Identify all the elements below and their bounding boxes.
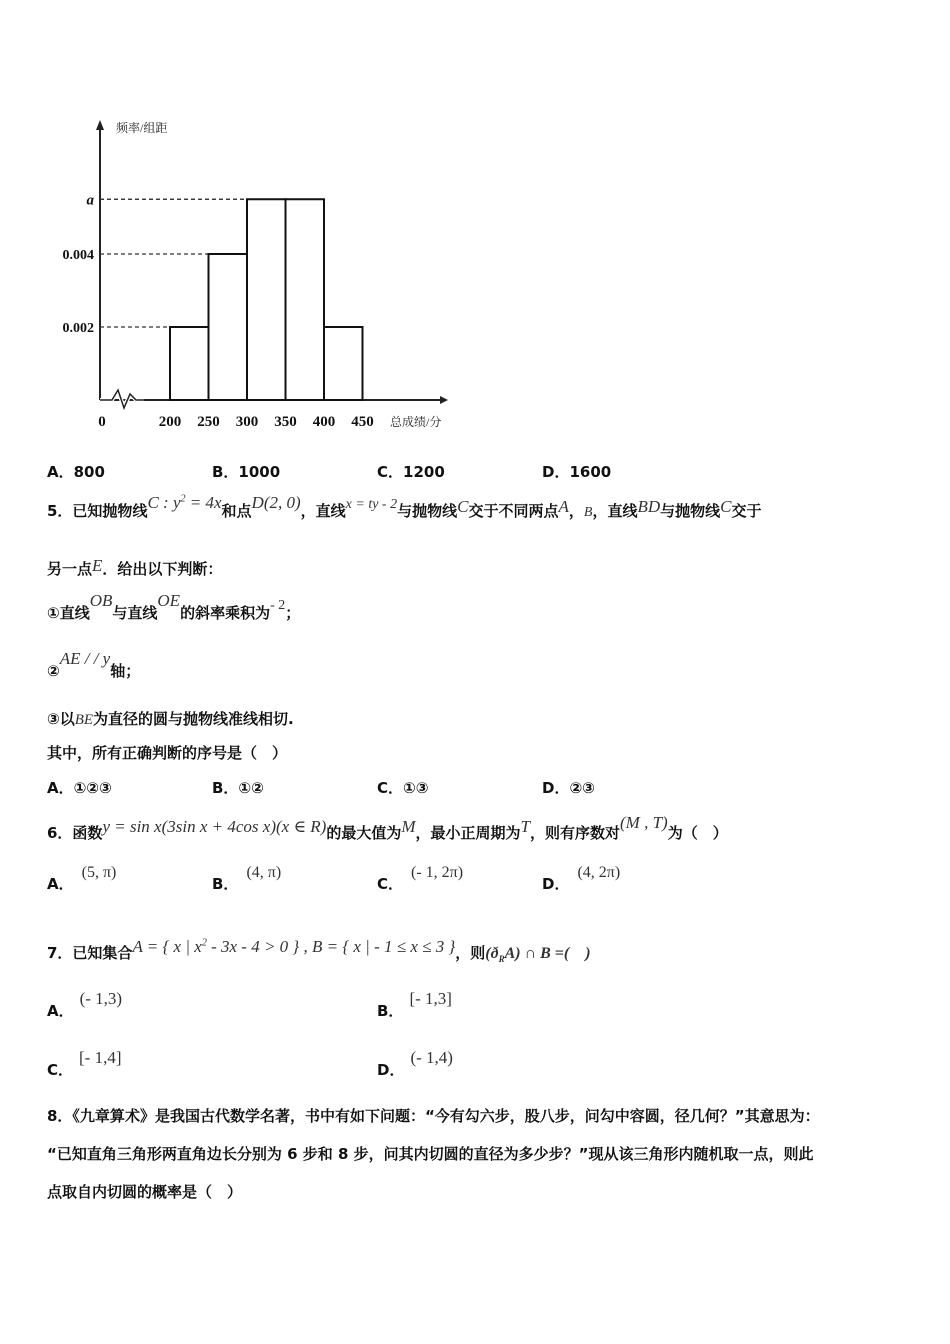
q5-prefix: 5．已知抛物线 [47,502,148,520]
x-tick-label: 250 [197,414,220,430]
q5-ask: 其中，所有正确判断的序号是（ ） [47,744,288,762]
q7-expression: $(ð_RA)$ ∩ B =( ) [485,945,591,965]
q5-var: OE [157,591,181,610]
q5-judgement-2: ②AE / / y轴； [47,649,141,680]
q4-option-d: D．1600 [542,463,612,481]
q7-option-c: C．[- 1,4] [47,1048,122,1079]
histogram-bar [170,327,209,400]
frequency-histogram [40,110,480,440]
y-axis-arrow [96,120,104,130]
y-axis-label: 频率/组距 [116,121,168,135]
q5-option-d: D．②③ [542,779,595,797]
q5-text: ， [568,502,584,520]
q8-line-3: 点取自内切圆的概率是（ ） [47,1183,243,1201]
x-tick-label: 400 [312,414,336,430]
q4-option-a: A．800 [47,463,105,481]
axis-break-mask [100,390,144,408]
q5-text: 与抛物线 [660,502,721,520]
q5-var: C [457,497,469,516]
q5-var: C [720,497,732,516]
q6-var: T [520,817,530,836]
q5-text: 交于 [731,502,762,520]
q8-line-1: 8．《九章算术》是我国古代数学名著，书中有如下问题：“今有勾六步，股八步，问勾中容圆，径几何？”其意思为： [47,1107,820,1125]
q5-var: AE / / y [59,649,111,668]
q8-line-2: “已知直角三角形两直角边长分别为 6 步和 8 步，问其内切圆的直径为多少步？”现从该三角形内随机取一点，则此 [47,1145,814,1163]
q6-pair: (M , T) [620,813,668,832]
q5-var: E [92,556,103,575]
q6-option-b: B．(4, π) [212,864,282,893]
q5-var: B [583,505,593,520]
q5-text: 与抛物线 [397,502,458,520]
q5-text: ，直线 [592,502,638,520]
q7-option-a: A．(- 1,3) [47,989,123,1020]
q5-point-d: D(2, 0) [251,493,301,512]
q5-stem-line2: 另一点E．给出以下判断： [47,556,223,578]
q5-line-eq: x = ty - 2 [345,497,398,512]
x-axis-arrow [440,396,448,404]
q5-stem-line1 [47,493,762,521]
histogram-bar [286,199,325,400]
q5-var: OB [89,591,113,610]
histogram-bar [209,254,248,400]
q7-stem: 7．已知集合A = { x | $x^2 - 3x - 4 > 0$ } , B = { x | - 1 ≤ x ≤ 3 }，则$(ð_RA)$ ∩ B =( ) [47,937,591,965]
q6-option-a: A．(5, π) [47,864,117,893]
q6-domain: (x ∈ R) [275,817,327,836]
q7-option-b: B．[- 1,3] [377,989,452,1020]
x-tick-label: 200 [158,414,182,430]
q5-value: - 2 [270,598,286,613]
y-tick-label: a [86,192,94,209]
q7-sets: A = { x | $x^2 - 3x - 4 > 0$ } , B = { x | - 1 ≤ x ≤ 3 } [132,937,456,956]
q6-option-c: C．(- 1, 2π) [377,864,464,893]
x-tick-label: 450 [351,414,374,430]
q6-var: M [401,817,416,836]
q5-text: 交于不同两点 [468,502,559,520]
q5-var: BD [637,497,661,516]
x-tick-label: 300 [235,414,259,430]
q6-function: y = sin x(3sin x + 4cos x) [102,817,276,836]
q4-option-c: C．1200 [377,463,445,481]
histogram-bar [324,327,363,400]
y-tick-label: 0.002 [62,321,94,336]
q5-judgement-1: ①直线OB与直线OE的斜率乘积为- 2； [47,591,301,622]
q5-text: 和点 [221,502,252,520]
q5-option-c: C．①③ [377,779,429,797]
y-tick-label: 0.004 [62,248,94,263]
q6-stem: 6．函数y = sin x(3sin x + 4cos x)(x ∈ R)的最大值为M，最小正周期为T，则有序数对(M , T)为（ ） [47,813,728,842]
q4-option-b: B．1000 [212,463,281,481]
q5-option-a: A．①②③ [47,779,112,797]
q5-judgement-3: ③以BE为直径的圆与抛物线准线相切. [47,710,294,728]
q5-var: A [558,497,569,516]
q5-option-b: B．①② [212,779,264,797]
q7-option-d: D．(- 1,4) [377,1048,453,1079]
x-tick-label: 350 [274,414,297,430]
histogram-bar [247,199,286,400]
q5-parabola: C : $y^2 = 4x$ [147,493,222,512]
q5-text: ，直线 [300,502,346,520]
q6-option-d: D．(4, 2π) [542,864,621,893]
x-tick-label: 0 [98,414,106,430]
q5-var: BE [74,712,94,728]
x-axis-label: 总成绩/分 [390,415,442,429]
